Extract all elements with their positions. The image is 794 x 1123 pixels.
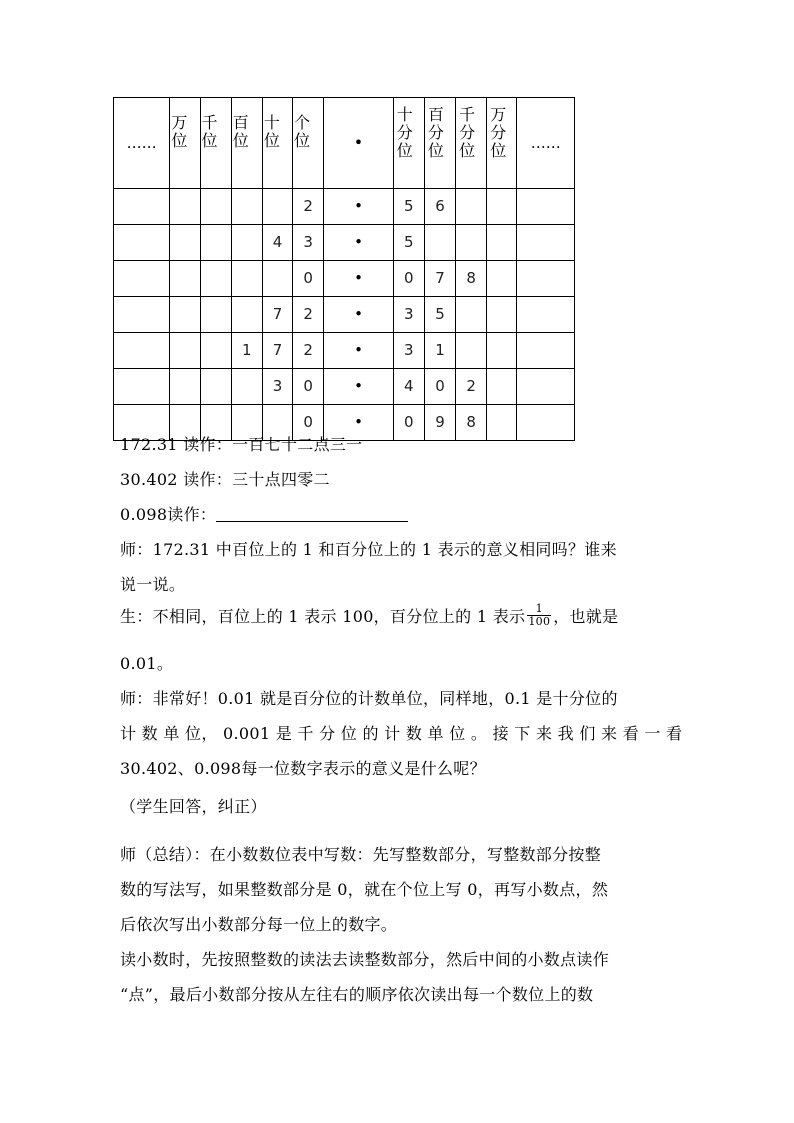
cell-shifen: 0 — [393, 405, 424, 441]
reading-rule-line-2: “点”，最后小数部分按从左往右的顺序依次读出每一个数位上的数 — [120, 985, 594, 1004]
student-note: （学生回答，纠正） — [120, 797, 267, 816]
cell-baifen: 9 — [424, 405, 455, 441]
header-left-ellipsis: …… — [114, 98, 170, 189]
teacher-praise-line-1: 师：非常好！0.01 就是百分位的计数单位，同样地，0.1 是十分位的 — [120, 689, 618, 708]
cell-bai — [231, 297, 262, 333]
cell-shi: 4 — [262, 225, 292, 261]
cell-ge: 2 — [293, 333, 324, 369]
summary-line-3: 后依次写出小数部分每一位上的数字。 — [120, 915, 398, 934]
table-row — [114, 369, 575, 405]
student-answer-line-1 — [120, 604, 618, 630]
header-right-ellipsis: …… — [517, 98, 575, 189]
cell-qianfen: 2 — [456, 369, 487, 405]
cell-qianfen — [456, 189, 487, 225]
table-row — [114, 189, 575, 225]
summary-line-2: 数的写法写，如果整数部分是 0，就在个位上写 0，再写小数点，然 — [120, 880, 609, 899]
reading-rule-line-1: 读小数时，先按照整数的读法去读整数部分，然后中间的小数点读作 — [120, 950, 610, 969]
header-wan-wei: 万 位 — [170, 98, 200, 189]
fraction-denominator: 100 — [528, 615, 551, 628]
teacher-praise-line-3: 30.402、0.098每一位数字表示的意义是什么呢？ — [120, 759, 486, 778]
reading-exercise-0-098 — [120, 502, 408, 525]
cell-ge: 0 — [293, 369, 324, 405]
header-ge-wei: 个 位 — [293, 98, 324, 189]
table-row — [114, 261, 575, 297]
header-bai-wei: 百 位 — [231, 98, 262, 189]
header-decimal-point: • — [324, 98, 393, 189]
header-shifen-wei: 十 分 位 — [393, 98, 424, 189]
cell-baifen: 6 — [424, 189, 455, 225]
table-row — [114, 333, 575, 369]
header-qianfen-wei: 千 分 位 — [456, 98, 487, 189]
answer-blank[interactable] — [216, 505, 408, 522]
cell-ge: 0 — [293, 261, 324, 297]
cell-ge: 0 — [293, 405, 324, 441]
student-answer-end: ，也就是 — [553, 607, 619, 626]
cell-shifen: 5 — [393, 189, 424, 225]
teacher-question-line-2: 说一说。 — [120, 575, 186, 594]
header-wanfen-wei: 万 分 位 — [487, 98, 517, 189]
cell-shifen: 5 — [393, 225, 424, 261]
cell-shifen: 3 — [393, 297, 424, 333]
cell-baifen — [424, 225, 455, 261]
cell-shifen: 4 — [393, 369, 424, 405]
cell-point: • — [324, 189, 393, 225]
cell-bai — [231, 261, 262, 297]
cell-point: • — [324, 369, 393, 405]
fraction-numerator: 1 — [527, 603, 551, 616]
table-header-row — [114, 98, 575, 189]
cell-baifen: 1 — [424, 333, 455, 369]
cell-point: • — [324, 261, 393, 297]
cell-point: • — [324, 405, 393, 441]
table-row — [114, 297, 575, 333]
header-qian-wei: 千 位 — [200, 98, 231, 189]
place-value-table — [113, 97, 575, 441]
fraction-one-hundredth — [527, 603, 551, 628]
cell-shi: 7 — [262, 333, 292, 369]
summary-line-1: 师（总结）：在小数数位表中写数：先写整数部分，写整数部分按整 — [120, 845, 602, 864]
cell-shifen: 3 — [393, 333, 424, 369]
reading-example-30-402: 30.402 读作：三十点四零二 — [120, 470, 330, 489]
cell-point: • — [324, 333, 393, 369]
cell-shi — [262, 189, 292, 225]
cell-ge: 3 — [293, 225, 324, 261]
cell-point: • — [324, 225, 393, 261]
cell-bai — [231, 189, 262, 225]
table-row — [114, 225, 575, 261]
teacher-question-line-1: 师：172.31 中百位上的 1 和百分位上的 1 表示的意义相同吗？谁来 — [120, 540, 617, 559]
cell-qianfen — [456, 225, 487, 261]
cell-shi: 3 — [262, 369, 292, 405]
cell-baifen: 5 — [424, 297, 455, 333]
cell-shi: 7 — [262, 297, 292, 333]
cell-baifen: 0 — [424, 369, 455, 405]
cell-ge: 2 — [293, 189, 324, 225]
cell-bai — [231, 369, 262, 405]
cell-ge: 2 — [293, 297, 324, 333]
cell-baifen: 7 — [424, 261, 455, 297]
cell-qianfen — [456, 297, 487, 333]
cell-bai: 1 — [231, 333, 262, 369]
cell-shi — [262, 261, 292, 297]
header-shi-wei: 十 位 — [262, 98, 292, 189]
reading-exercise-label: 0.098读作： — [120, 505, 217, 524]
cell-point: • — [324, 297, 393, 333]
student-answer-line-2: 0.01。 — [120, 654, 174, 673]
student-answer-text: 生：不相同，百位上的 1 表示 100，百分位上的 1 表示 — [120, 607, 526, 626]
cell-qianfen: 8 — [456, 261, 487, 297]
cell-qianfen — [456, 333, 487, 369]
teacher-praise-line-2: 计 数 单 位， 0.001 是 千 分 位 的 计 数 单 位 。 接 下 来 我 们 来 看 一 看 — [120, 724, 683, 743]
cell-shifen: 0 — [393, 261, 424, 297]
cell-qianfen: 8 — [456, 405, 487, 441]
cell-bai — [231, 225, 262, 261]
header-baifen-wei: 百 分 位 — [424, 98, 455, 189]
reading-example-172-31: 172.31 读作：一百七十二点三一 — [120, 435, 363, 454]
